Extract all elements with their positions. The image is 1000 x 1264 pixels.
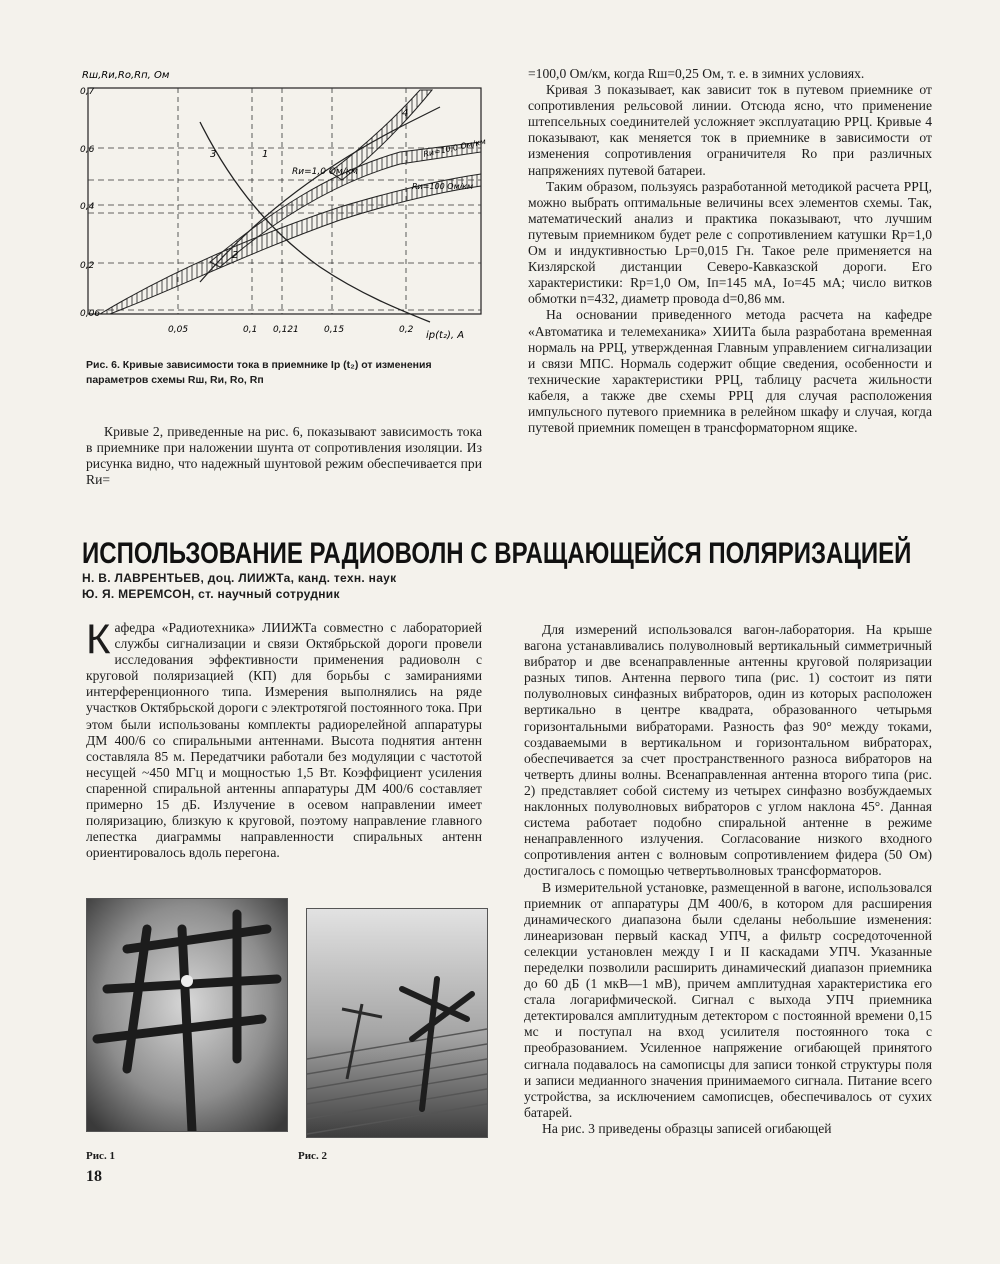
- top-left-paragraph: Кривые 2, приведенные на рис. 6, показывают зависимость тока в приемнике при наложении шунта от сопротивления изоляции. Из рисунка видно, что надежный шунтовой режим обеспечивается при Rи=: [86, 424, 482, 488]
- curve-annotation: Rи=100 Ом/км: [412, 182, 474, 191]
- y-axis-label: Rш,Rи,Rо,Rп, Ом: [82, 70, 170, 81]
- drop-cap: К: [86, 615, 111, 662]
- y-tick-label: 0,4: [80, 202, 95, 212]
- figure-1-photo: [86, 898, 288, 1132]
- curve-label: 4: [402, 108, 409, 119]
- paragraph: Кривая 3 показывает, как зависит ток в путевом приемнике от сопротивления рельсовой линии. Отсюда ясно, что применение штепсельных соединителей усложняет эксплуатацию РРЦ. Кривые 4 показывают, как меняется ток в приемнике в зависимости от изменения сопротивления ограничителя Rо при различных напряжениях путевой батареи.: [528, 82, 932, 178]
- paragraph: На основании приведенного метода расчета на кафедре «Автоматика и телемеханика» ХИИТа была разработана временная нормаль на РРЦ, утвержденная Главным управлением сигнализации и связи МПС. Нормаль содержит общие сведения, особенности и технические характеристики РРЦ, таблицу расчета жильности кабеля, а также две схемы РРЦ для случая расположения импульсного путевого приемника в релейном шкафу и случая, когда путевой приемник помещен в трансформаторном ящике.: [528, 307, 932, 436]
- curve-annotation: Rи=1,0 Ом/км: [292, 167, 358, 177]
- y-tick-label: 0,2: [80, 261, 95, 271]
- x-tick-label: 0,121: [273, 325, 299, 335]
- y-tick-label: 0,06: [80, 309, 101, 319]
- paragraph: В измерительной установке, размещенной в вагоне, использовался приемник от аппаратуры ДМ 400/6, в котором для расширения динамического диапазона были сделаны небольшие изменения: линеаризован первый каскад УПЧ, а фильтр сосредоточенной селекции установлен между I и II каскадами УПЧ. Указанные переделки позволили расширить динамический диапазон приемника до 60 дБ (1 мкВ—1 мВ), причем амплитудная характеристика его стала логарифмической. Сигнал с выхода УПЧ приемника детектировался амплитудным детектором с постоянной времени 0,15 мс и поступал на вход усилителя постоянного тока с преобразованием. Усиленное напряжение огибающей принятого сигнала подавалось на самописцы для записи тонкой структуры поля и записи медианного значения принимаемого сигнала. Питание всего устройства, за исключением самописцев, обеспечивалось от сухих батарей.: [524, 879, 932, 1120]
- x-tick-label: 0,05: [168, 325, 189, 335]
- paragraph: =100,0 Ом/км, когда Rш=0,25 Ом, т. е. в зимних условиях.: [528, 66, 865, 81]
- figure-2-caption: Рис. 2: [298, 1150, 327, 1162]
- x-tick-label: 0,15: [324, 325, 345, 335]
- top-right-column: [528, 66, 932, 436]
- antenna-photo-1-graphic: [87, 899, 287, 1131]
- figure-6-chart: [80, 62, 490, 352]
- curve-label: 3: [210, 149, 217, 160]
- paragraph: Таким образом, пользуясь разработанной методикой расчета РРЦ, можно выбрать оптимальные величины всех элементов схемы. Так, математический анализ и практика показывают, что лучшим путевым приемником будет реле с сопротивлением катушки Rр=1,0 Ом и индуктивностью Lр=0,015 Гн. Такое реле применяется на Кизлярской дистанции Северо-Кавказской дороги. Его характеристики: Rр=1,0 Ом, Iп=145 мА, Iо=45 мА; число витков обмотки n=432, диаметр провода d=0,86 мм.: [528, 178, 932, 307]
- x-axis-label: iр(t₂), A: [426, 330, 465, 341]
- figure-6-caption: Рис. 6. Кривые зависимости тока в приемнике Iр (t₂) от изменения параметров схемы Rш, Rи, Rо, Rп: [86, 359, 432, 386]
- curve-label: 2: [232, 250, 239, 261]
- y-tick-label: 0,7: [80, 87, 95, 97]
- paragraph: Для измерений использовался вагон-лаборатория. На крыше вагона устанавливались полуволновый вертикальный симметричный вибратор и две всенаправленные антенны круговой поляризации разных типов. Антенна первого типа (рис. 1) состоит из пяти полуволновых синфазных вибраторов, один из которых расположен вертикально в центре квадрата, образованного четырьмя горизонтальными вибраторами. Разность фаз 90° между токами, создаваемыми в вертикальном и горизонтальном вибраторах, обеспечивается за счет пространственного разноса вибраторов на четверть длины волны. Всенаправленная антенна второго типа (рис. 2) представляет собой систему из четырех синфазно возбуждаемых наклонных полуволновых вибраторов с углом наклона 45°. Данная система работает подобно спиральной антенне в режиме ненаправленного излучения. Согласование низкого входного сопротивления антен с волновым сопротивлением фидера (50 Ом) достигалось с помощью четвертьволновых трансформаторов.: [524, 622, 932, 879]
- author-1: Н. В. ЛАВРЕНТЬЕВ, доц. ЛИИЖТа, канд. техн. наук: [82, 571, 397, 585]
- y-tick-label: 0,6: [80, 145, 95, 155]
- curve-label: 1: [262, 149, 269, 160]
- intro-paragraph: Кафедра «Радиотехника» ЛИИЖТа совместно с лабораторией службы сигнализации и связи Октябрьской дороги провели исследования эффективности применения радиоволн с круговой поляризацией (КП) для борьбы с замираниями интерференционного типа. Измерения выполнялись на ряде участков Октябрьской дороги с электротягой постоянного тока. При этом были использованы комплекты радиорелейной аппаратуры ДМ 400/6 со спиральными антеннами. Высота поднятия антенн составляла 85 м. Передатчики работали без модуляции с частотой несущей ~450 МГц и мощностью 1,5 Вт. Коэффициент усиления спаренной спиральной антенны аппаратуры ДМ 400/6 составляет примерно 15 дБ. Излучение в осевом направлении имеет поляризацию, близкую к круговой, поэтому направление главного лепестка диаграммы направленности спиральных антенн ориентировалось вдоль перегона.: [86, 615, 482, 861]
- figure-2-photo: [306, 908, 488, 1138]
- paragraph: На рис. 3 приведены образцы записей огибающей: [542, 1120, 832, 1136]
- article-authors: [82, 570, 396, 602]
- article-title: ИСПОЛЬЗОВАНИЕ РАДИОВОЛН С ВРАЩАЮЩЕЙСЯ ПОЛЯРИЗАЦИЕЙ: [82, 537, 912, 570]
- article-left-column: [86, 615, 482, 861]
- figure-1-caption: Рис. 1: [86, 1150, 115, 1162]
- x-tick-label: 0,2: [399, 325, 414, 335]
- article-right-column: [524, 622, 932, 1137]
- x-tick-label: 0,1: [243, 325, 258, 335]
- antenna-photo-2-graphic: [307, 909, 487, 1137]
- curve-annotation: Rи=10,0 Ом/км: [422, 136, 487, 159]
- author-2: Ю. Я. МЕРЕМСОН, ст. научный сотрудник: [82, 587, 340, 601]
- page-number: 18: [86, 1168, 102, 1185]
